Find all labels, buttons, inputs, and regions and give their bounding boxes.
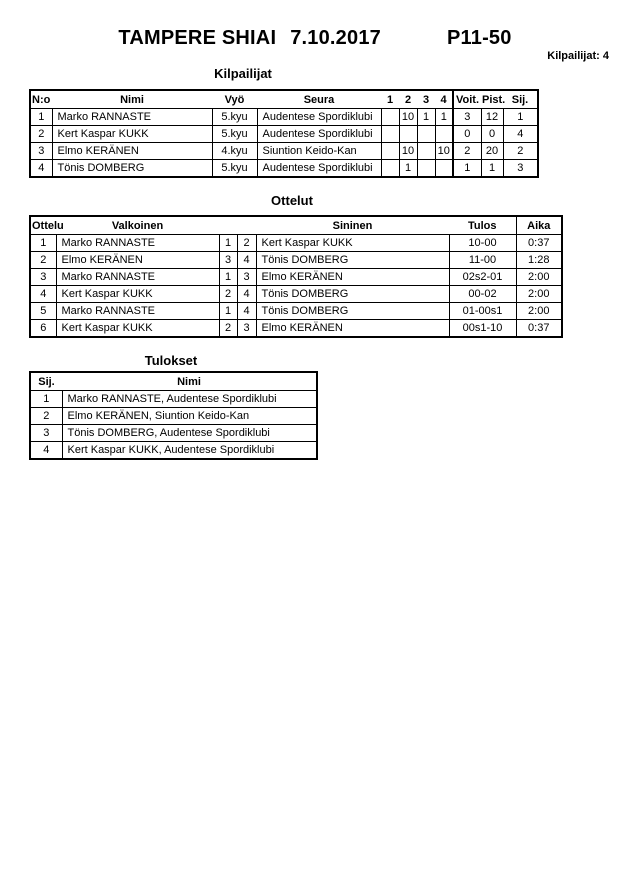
col-header-vyo: Vyö bbox=[212, 90, 257, 109]
blue-number: 3 bbox=[237, 269, 256, 286]
result-name: Kert Kaspar KUKK, Audentese Spordiklubi bbox=[62, 442, 317, 460]
blue-number: 4 bbox=[237, 286, 256, 303]
competitor-number: 4 bbox=[30, 160, 52, 178]
competitor-belt: 5.kyu bbox=[212, 109, 257, 126]
competitor-number: 1 bbox=[30, 109, 52, 126]
matches-header-row bbox=[30, 216, 562, 235]
score-vs-1 bbox=[381, 160, 399, 178]
match-number: 6 bbox=[30, 320, 56, 338]
result-row bbox=[30, 408, 317, 425]
wins: 2 bbox=[453, 143, 481, 160]
points: 20 bbox=[481, 143, 503, 160]
wins: 1 bbox=[453, 160, 481, 178]
competitor-row bbox=[30, 160, 538, 178]
match-row bbox=[30, 286, 562, 303]
white-competitor: Elmo KERÄNEN bbox=[56, 252, 219, 269]
match-time: 0:37 bbox=[516, 320, 562, 338]
score-vs-2 bbox=[399, 126, 417, 143]
wins: 0 bbox=[453, 126, 481, 143]
points: 12 bbox=[481, 109, 503, 126]
match-row bbox=[30, 320, 562, 338]
competitor-row bbox=[30, 143, 538, 160]
competitor-belt: 5.kyu bbox=[212, 126, 257, 143]
competitor-row bbox=[30, 126, 538, 143]
section-heading-ottelut: Ottelut bbox=[271, 193, 313, 208]
blue-competitor: Elmo KERÄNEN bbox=[256, 320, 449, 338]
match-result: 11-00 bbox=[449, 252, 516, 269]
col-header-2: 2 bbox=[399, 90, 417, 109]
score-vs-3 bbox=[417, 160, 435, 178]
match-number: 4 bbox=[30, 286, 56, 303]
col-header-pist: Pist. bbox=[481, 90, 503, 109]
match-result: 01-00s1 bbox=[449, 303, 516, 320]
section-heading-tulokset: Tulokset bbox=[144, 353, 198, 368]
category-code: P11-50 bbox=[446, 27, 512, 49]
competitor-name: Elmo KERÄNEN bbox=[52, 143, 212, 160]
col-header-spacer2 bbox=[237, 216, 256, 235]
score-vs-2: 10 bbox=[399, 109, 417, 126]
competitor-number: 3 bbox=[30, 143, 52, 160]
white-competitor: Kert Kaspar KUKK bbox=[56, 320, 219, 338]
match-number: 5 bbox=[30, 303, 56, 320]
blue-number: 3 bbox=[237, 320, 256, 338]
score-vs-4: 1 bbox=[435, 109, 453, 126]
placement: 4 bbox=[503, 126, 538, 143]
blue-competitor: Tönis DOMBERG bbox=[256, 303, 449, 320]
blue-competitor: Elmo KERÄNEN bbox=[256, 269, 449, 286]
score-vs-1 bbox=[381, 126, 399, 143]
result-row bbox=[30, 425, 317, 442]
blue-competitor: Kert Kaspar KUKK bbox=[256, 235, 449, 252]
competitor-belt: 4.kyu bbox=[212, 143, 257, 160]
col-header-sij: Sij. bbox=[503, 90, 538, 109]
placement: 2 bbox=[503, 143, 538, 160]
blue-number: 4 bbox=[237, 252, 256, 269]
competitor-row bbox=[30, 109, 538, 126]
score-vs-1 bbox=[381, 143, 399, 160]
match-result: 10-00 bbox=[449, 235, 516, 252]
placement: 3 bbox=[503, 160, 538, 178]
col-header-1: 1 bbox=[381, 90, 399, 109]
points: 0 bbox=[481, 126, 503, 143]
match-time: 2:00 bbox=[516, 303, 562, 320]
page-title bbox=[0, 27, 630, 50]
col-header-sij: Sij. bbox=[30, 372, 62, 391]
white-competitor: Kert Kaspar KUKK bbox=[56, 286, 219, 303]
event-name: TAMPERE SHIAI bbox=[118, 27, 277, 49]
match-row bbox=[30, 269, 562, 286]
blue-competitor: Tönis DOMBERG bbox=[256, 286, 449, 303]
competitor-name: Marko RANNASTE bbox=[52, 109, 212, 126]
result-name: Tönis DOMBERG, Audentese Spordiklubi bbox=[62, 425, 317, 442]
score-vs-4: 10 bbox=[435, 143, 453, 160]
wins: 3 bbox=[453, 109, 481, 126]
result-place: 2 bbox=[30, 408, 62, 425]
results-table bbox=[29, 371, 318, 460]
section-heading-kilpailijat: Kilpailijat bbox=[214, 66, 272, 81]
match-time: 2:00 bbox=[516, 286, 562, 303]
col-header-valkoinen: Valkoinen bbox=[56, 216, 219, 235]
col-header-ottelu: Ottelu bbox=[30, 216, 56, 235]
competitor-club: Siuntion Keido-Kan bbox=[257, 143, 381, 160]
match-number: 1 bbox=[30, 235, 56, 252]
points: 1 bbox=[481, 160, 503, 178]
match-result: 02s2-01 bbox=[449, 269, 516, 286]
competitor-belt: 5.kyu bbox=[212, 160, 257, 178]
match-time: 2:00 bbox=[516, 269, 562, 286]
competitor-club: Audentese Spordiklubi bbox=[257, 160, 381, 178]
match-row bbox=[30, 303, 562, 320]
score-vs-1 bbox=[381, 109, 399, 126]
white-number: 2 bbox=[219, 320, 237, 338]
placement: 1 bbox=[503, 109, 538, 126]
col-header-no: N:o bbox=[30, 90, 52, 109]
col-header-nimi: Nimi bbox=[62, 372, 317, 391]
col-header-seura: Seura bbox=[257, 90, 381, 109]
competitor-name: Tönis DOMBERG bbox=[52, 160, 212, 178]
score-vs-2: 1 bbox=[399, 160, 417, 178]
competitor-count-label: Kilpailijat: 4 bbox=[547, 50, 609, 62]
score-vs-4 bbox=[435, 126, 453, 143]
match-result: 00-02 bbox=[449, 286, 516, 303]
white-competitor: Marko RANNASTE bbox=[56, 303, 219, 320]
match-time: 1:28 bbox=[516, 252, 562, 269]
score-vs-2: 10 bbox=[399, 143, 417, 160]
col-header-aika: Aika bbox=[516, 216, 562, 235]
match-row bbox=[30, 235, 562, 252]
result-row bbox=[30, 391, 317, 408]
competitor-club: Audentese Spordiklubi bbox=[257, 126, 381, 143]
white-number: 1 bbox=[219, 303, 237, 320]
event-date: 7.10.2017 bbox=[290, 27, 381, 49]
col-header-sininen: Sininen bbox=[256, 216, 449, 235]
white-competitor: Marko RANNASTE bbox=[56, 235, 219, 252]
blue-number: 2 bbox=[237, 235, 256, 252]
white-number: 2 bbox=[219, 286, 237, 303]
competitors-table bbox=[29, 89, 539, 178]
competitors-header-row bbox=[30, 90, 538, 109]
match-time: 0:37 bbox=[516, 235, 562, 252]
white-number: 1 bbox=[219, 235, 237, 252]
competitor-name: Kert Kaspar KUKK bbox=[52, 126, 212, 143]
col-header-tulos: Tulos bbox=[449, 216, 516, 235]
col-header-3: 3 bbox=[417, 90, 435, 109]
white-competitor: Marko RANNASTE bbox=[56, 269, 219, 286]
competitor-club: Audentese Spordiklubi bbox=[257, 109, 381, 126]
score-vs-3 bbox=[417, 126, 435, 143]
blue-number: 4 bbox=[237, 303, 256, 320]
match-number: 2 bbox=[30, 252, 56, 269]
matches-table bbox=[29, 215, 563, 338]
results-header-row bbox=[30, 372, 317, 391]
score-vs-4 bbox=[435, 160, 453, 178]
result-name: Marko RANNASTE, Audentese Spordiklubi bbox=[62, 391, 317, 408]
competitor-number: 2 bbox=[30, 126, 52, 143]
score-vs-3 bbox=[417, 143, 435, 160]
result-row bbox=[30, 442, 317, 460]
result-place: 3 bbox=[30, 425, 62, 442]
col-header-voit: Voit. bbox=[453, 90, 481, 109]
col-header-4: 4 bbox=[435, 90, 453, 109]
white-number: 3 bbox=[219, 252, 237, 269]
result-place: 1 bbox=[30, 391, 62, 408]
white-number: 1 bbox=[219, 269, 237, 286]
score-vs-3: 1 bbox=[417, 109, 435, 126]
result-place: 4 bbox=[30, 442, 62, 460]
blue-competitor: Tönis DOMBERG bbox=[256, 252, 449, 269]
match-result: 00s1-10 bbox=[449, 320, 516, 338]
col-header-nimi: Nimi bbox=[52, 90, 212, 109]
match-row bbox=[30, 252, 562, 269]
result-name: Elmo KERÄNEN, Siuntion Keido-Kan bbox=[62, 408, 317, 425]
col-header-spacer1 bbox=[219, 216, 237, 235]
match-number: 3 bbox=[30, 269, 56, 286]
